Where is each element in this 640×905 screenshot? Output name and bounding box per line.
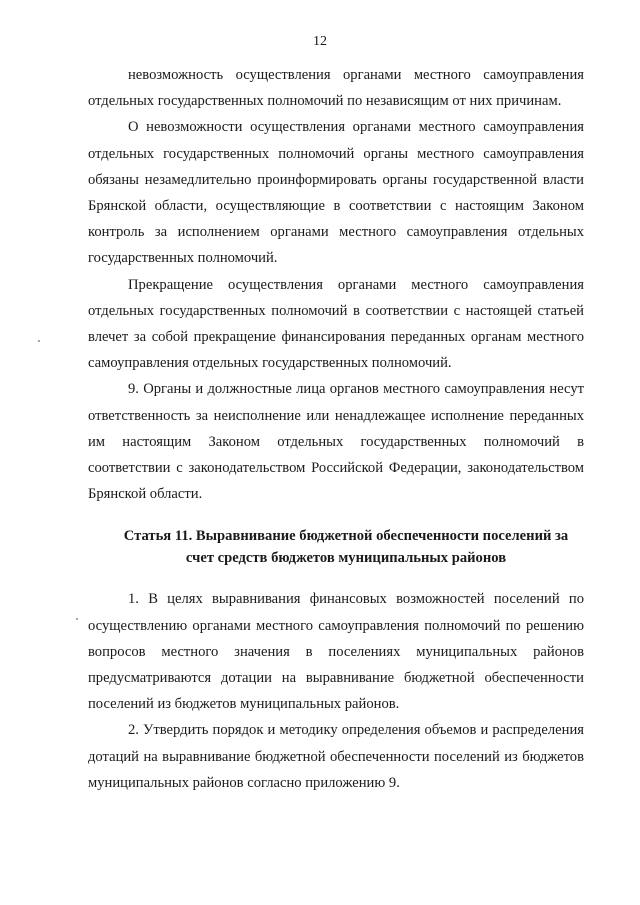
article-heading — [88, 525, 584, 569]
paragraph-item-9: 9. Органы и должностные лица органов местного самоуправления несут ответственность за неисполнение или ненадлежащее исполнение переданных им настоящим Законом отдельных государственных полномочий в соответствии с законодательством Российской Федерации, законодательством Брянской области. — [88, 381, 584, 503]
page-number: 12 — [313, 34, 327, 49]
article-heading-line-1: Статья 11. Выравнивание бюджетной обеспеченности поселений за — [123, 528, 569, 545]
paragraph-item-1: 1. В целях выравнивания финансовых возможностей поселений по осуществлению органами местного самоуправления полномочий по решению вопросов местного значения в поселениях муниципальных районов предусматриваются дотации на выравнивание бюджетной обеспеченности поселений из бюджетов муниципальных районов. — [88, 591, 584, 713]
paragraph-item-2: 2. Утвердить порядок и методику определения объемов и распределения дотаций на выравнивание бюджетной обеспеченности поселений из бюджетов муниципальных районов согласно приложению 9. — [88, 722, 584, 791]
paragraph-notification: О невозможности осуществления органами местного самоуправления отдельных государственных полномочий органы местного самоуправления обязаны незамедлительно проинформировать органы государственной власти Брянской области, осуществляющие в соответствии с настоящим Законом контроль за исполнением органами местного самоуправления отдельных государственных полномочий. — [88, 119, 584, 267]
paragraph-termination: Прекращение осуществления органами местного самоуправления отдельных государственных полномочий в соответствии с настоящей статьей влечет за собой прекращение финансирования переданных органам местного самоуправления отдельных государственных полномочий. — [88, 276, 584, 372]
scan-speck — [76, 618, 78, 620]
document-body — [88, 62, 584, 796]
article-heading-line-2: счет средств бюджетов муниципальных районов — [185, 550, 507, 567]
paragraph-continuation: невозможность осуществления органами местного самоуправления отдельных государственных полномочий по независящим от них причинам. — [88, 67, 584, 110]
scan-speck — [38, 340, 40, 342]
